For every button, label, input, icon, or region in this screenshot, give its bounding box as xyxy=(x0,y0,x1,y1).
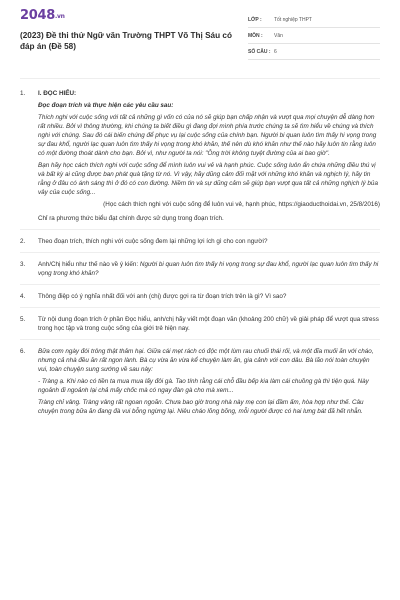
question-text: Theo đoạn trích, thích nghi với cuộc sống đem lại những lợi ích gì cho con người? xyxy=(38,238,268,245)
question-1 xyxy=(20,89,380,223)
question-text-lead: Anh/Chị hiểu như thế nào về ý kiến: xyxy=(38,261,140,268)
meta-key: SỐ CÂU : xyxy=(248,48,271,55)
excerpt-paragraph-2: - Tràng ạ. Khi nào có tiền ta mua mua lấy đôi gà. Tao tính rằng cái chỗ đầu bếp kia làm cái chuồng gà thì tiện quá. Này ngoảnh đi ngoảnh lại chả mấy chốc mà có ngay đàn gà cho mà xem... xyxy=(38,378,369,394)
quoted-opinion: Người bi quan luôn tìm thấy hi vọng trong sự đau khổ, người lạc quan luôn tìm thấy hi vọng trong khó khăn? xyxy=(38,261,379,277)
passage-citation: (Học cách thích nghi với cuộc sống để luôn vui vẻ, hạnh phúc, https://giaoducthoidai.vn, 25/8/2016) xyxy=(103,201,380,208)
questions-list xyxy=(20,78,380,416)
logo-suffix: .vn xyxy=(54,13,65,20)
meta-value: 6 xyxy=(274,48,277,55)
reading-instruction: Đọc đoạn trích và thực hiện các yêu cầu sau: xyxy=(38,102,174,109)
question-6 xyxy=(20,347,380,416)
divider xyxy=(20,339,380,340)
question-2 xyxy=(20,237,380,246)
site-logo[interactable] xyxy=(20,8,65,23)
divider xyxy=(20,307,380,308)
page-header xyxy=(0,0,400,62)
divider xyxy=(20,284,380,285)
document-title: (2023) Đề thi thử Ngữ văn Trường THPT Võ Thị Sáu có đáp án (Đề 58) xyxy=(20,31,232,51)
meta-key: LỚP : xyxy=(248,16,262,23)
question-number: 1. xyxy=(20,90,26,97)
meta-value: Tốt nghiệp THPT xyxy=(274,16,312,23)
question-text: Thông điệp có ý nghĩa nhất đối với anh (chị) được gợi ra từ đoạn trích trên là gì? Vì sao? xyxy=(38,293,287,300)
question-body xyxy=(38,347,380,416)
question-number: 6. xyxy=(20,348,26,355)
passage-paragraph-2: Bạn hãy học cách thích nghi với cuộc sống để mình luôn vui vẻ và hạnh phúc. Cuộc sống luôn ẩn chứa những điều thú vị và bất kỳ ai cũng được ban phát quà tặng từ nó. Vì vậy, hãy dũng cảm đối mặt với những khó khăn và nghịch lý, hãy tin rằng ở đâu có ánh sáng thì ở đó có con đường. Niềm tin và sự dũng cảm sẽ giúp bạn vượt qua tất cả những nghịch lý bủa vây của cuộc sống... xyxy=(38,162,378,196)
question-body xyxy=(38,89,380,223)
question-5 xyxy=(20,315,380,333)
logo-text: 2048 xyxy=(20,8,55,23)
question-text: Chỉ ra phương thức biểu đạt chính được sử dụng trong đoạn trích. xyxy=(38,215,224,222)
question-text: Từ nội dung đoạn trích ở phần Đọc hiểu, anh/chị hãy viết một đoạn văn (khoảng 200 chữ) về giải pháp để vượt qua stress trong học tập và trong cuộc sống của giới trẻ hiện nay. xyxy=(38,316,379,332)
meta-row-count xyxy=(248,44,380,60)
excerpt-paragraph-3: Tràng chỉ vâng. Tràng vâng rất ngoan ngoãn. Chưa bao giờ trong nhà này mẹ con lại đầm ấm, hòa hợp như thế. Câu chuyện trong bữa ăn đang đà vui bỗng ngừng lại. Niêu cháo lõng bõng, mỗi người được có hai lưng bát đã hết nhẵn. xyxy=(38,399,364,415)
excerpt-paragraph-1: Bữa cơm ngày đói trông thật thảm hại. Giữa cái mẹt rách có độc một lùm rau chuối thái rối, và một đĩa muối ăn với cháo, nhưng cả nhà đều ăn rất ngon lành. Bà cụ vừa ăn vừa kể chuyện làm ăn, gia cảnh với con dâu. Bà lão nói toàn chuyện vui, toàn chuyện sung sướng về sau này: xyxy=(38,348,374,373)
question-4 xyxy=(20,292,380,301)
question-text xyxy=(38,260,380,278)
divider xyxy=(20,252,380,253)
divider xyxy=(20,229,380,230)
question-number: 2. xyxy=(20,238,26,245)
question-number: 5. xyxy=(20,316,26,323)
meta-key: MÔN : xyxy=(248,32,263,39)
question-number: 3. xyxy=(20,261,26,268)
meta-value: Văn xyxy=(274,32,283,39)
section-label: I. ĐỌC HIỂU: xyxy=(38,90,77,97)
meta-row-class xyxy=(248,12,380,28)
passage-paragraph-1: Thích nghi với cuộc sống với tất cả những gì vốn có của nó sẽ giúp bạn chấp nhận và vượt qua mọi chuyện dễ dàng hơn rất nhiều. Bởi vì thông thường, khi chúng ta biết điều gì đang đợi mình phía trước chúng ta sẽ tìm hiểu về chúng và thích nghi với chúng. Sau đó cái biến chúng để phục vụ lại cuộc sống của chính bạn. Người bi quan luôn tìm thấy hi vọng trong sự đau khổ, người lạc quan luôn tìm thấy hi vọng trong khó khăn, thế nên dù khó khăn như thế nào hãy luôn tin rằng luôn có một đường thoát dành cho bạn. Bởi vì, như người ta nói: "Ông trời không tuyệt đường của ai bao giờ". xyxy=(38,114,377,157)
question-3 xyxy=(20,260,380,278)
question-number: 4. xyxy=(20,293,26,300)
meta-row-subject xyxy=(248,28,380,44)
meta-table xyxy=(248,12,380,60)
